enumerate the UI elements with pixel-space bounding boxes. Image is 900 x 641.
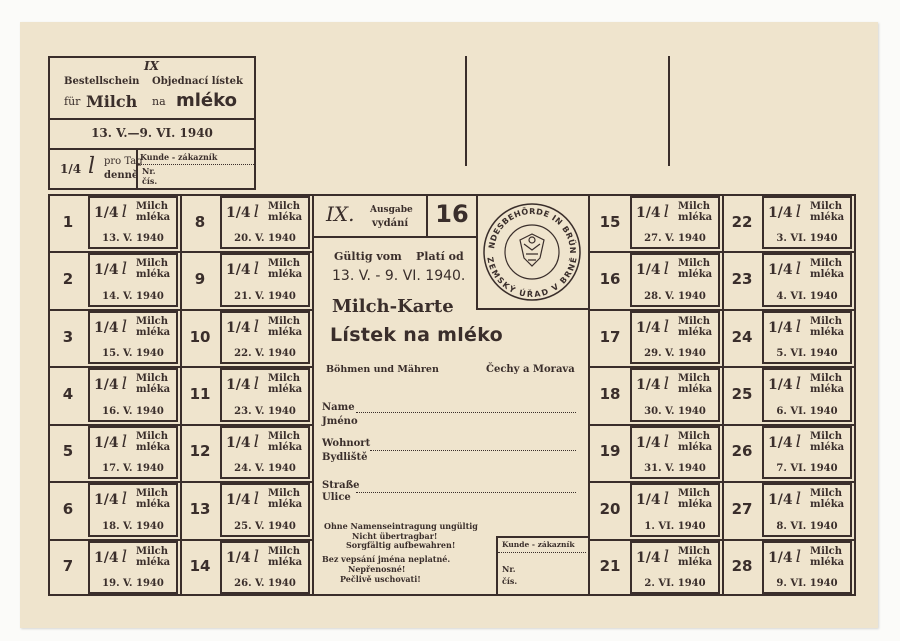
coupon-fraction: 1/4 [94, 319, 119, 336]
coupon-milch-label: Milch [268, 258, 301, 270]
coupon-date: 2. VI. 1940 [644, 578, 706, 589]
coupon-date: 16. V. 1940 [102, 405, 164, 417]
coupon-quantity [226, 489, 259, 509]
coupon-milch-label: Milch [678, 430, 711, 442]
order-slip-divider [48, 148, 256, 150]
coupon-milch-label: Milch [678, 373, 711, 385]
coupon-fraction: 1/4 [94, 492, 119, 509]
coupon-date: 3. VI. 1940 [776, 233, 838, 245]
svg-text:ZEMSKÝ ÚŘAD V BRNĚ [485, 256, 578, 299]
coupon-milch-label: Milch [678, 488, 711, 500]
coupon-column-divider [180, 194, 182, 596]
coupon-quantity [636, 317, 669, 337]
coupon-mleka-label: mléka [678, 499, 713, 511]
order-slip-number: IX [144, 59, 159, 73]
coupon-quantity [226, 374, 259, 394]
coupon-number: 15 [599, 212, 621, 231]
valid-from-de: Gültig vom [334, 250, 402, 263]
coupon-milch-label: Milch [136, 315, 169, 327]
coupon-fraction: 1/4 [636, 377, 661, 394]
coupon-unit: l [121, 374, 128, 395]
coupon-mleka-label: mléka [136, 384, 171, 396]
fold-line [668, 56, 670, 166]
coupon-number: 12 [189, 442, 211, 461]
coupon-mleka-label: mléka [678, 441, 713, 453]
coupon-quantity [94, 374, 127, 394]
coupon-date: 6. VI. 1940 [776, 405, 838, 417]
coupon-fraction: 1/4 [94, 205, 119, 221]
coupon-fraction: 1/4 [768, 492, 793, 509]
coupon-fraction: 1/4 [636, 434, 661, 451]
customer-cis: čís. [502, 576, 518, 586]
coupon-quantity [94, 547, 127, 567]
coupon-fraction: 1/4 [94, 549, 119, 566]
coupon-date: 9. VI. 1940 [776, 578, 838, 589]
coupon-milch-label: Milch [810, 545, 843, 557]
coupon-unit: l [795, 316, 802, 337]
coupon-number: 28 [731, 557, 753, 576]
coupon-fraction: 1/4 [226, 492, 251, 509]
coupon-quantity [94, 202, 127, 222]
coupon-quantity [226, 547, 259, 567]
coupon-date: 27. V. 1940 [644, 233, 706, 245]
coupon-unit: l [121, 489, 128, 510]
official-stamp [480, 200, 584, 304]
coupon-mleka-label: mléka [810, 441, 845, 453]
coupon-quantity [636, 489, 669, 509]
coupon-date: 5. VI. 1940 [776, 348, 838, 360]
coupon-quantity [768, 547, 801, 567]
coupon-fraction: 1/4 [226, 262, 251, 279]
coupon-number: 18 [599, 385, 621, 403]
coupon-quantity [636, 432, 669, 452]
coupon-mleka-label: mléka [810, 269, 845, 281]
coupon-fraction: 1/4 [94, 377, 119, 394]
coupon-date: 22. V. 1940 [234, 348, 296, 360]
coupon-mleka-label: mléka [136, 441, 171, 453]
coupon-unit: l [121, 431, 128, 452]
coupon-mleka-label: mléka [678, 269, 713, 281]
order-slip-fur: für [64, 95, 81, 108]
milk-ration-card [20, 22, 878, 628]
coupon-mleka-label: mléka [268, 441, 303, 453]
center-header-rule [476, 308, 588, 310]
coupon-quantity [226, 202, 259, 222]
coupon-quantity [768, 374, 801, 394]
coupon-milch-label: Milch [810, 201, 843, 212]
issue-vydani: vydání [372, 218, 409, 229]
coupon-unit: l [663, 202, 670, 222]
coupon-number: 6 [62, 499, 74, 518]
coupon-number: 22 [731, 212, 753, 231]
coupon-unit: l [795, 431, 802, 452]
coupon-date: 1. VI. 1940 [644, 520, 706, 532]
coupon-unit: l [795, 489, 802, 510]
coupon-unit: l [253, 431, 260, 452]
coupon-unit: l [121, 316, 128, 337]
coupon-date: 23. V. 1940 [234, 405, 296, 417]
coupon-fraction: 1/4 [768, 262, 793, 279]
note-cs-2: Nepřenosné! [348, 564, 406, 574]
card-title-cs: Lístek na mléko [330, 324, 503, 346]
customer-box-border [496, 536, 498, 596]
valid-from-cs: Platí od [416, 250, 464, 263]
coupon-unit: l [795, 259, 802, 280]
coupon-number: 26 [731, 442, 753, 461]
coupon-fraction: 1/4 [94, 262, 119, 279]
coupon-number: 23 [731, 270, 753, 289]
customer-box-border [496, 536, 588, 538]
coupon-mleka-label: mléka [810, 212, 845, 223]
coupon-number: 17 [599, 327, 621, 346]
name-label-cs: Jméno [322, 416, 358, 427]
coupon-mleka-label: mléka [136, 269, 171, 281]
coupon-mleka-label: mléka [268, 384, 303, 396]
order-slip-na: na [152, 95, 166, 108]
coupon-quantity [636, 374, 669, 394]
coupon-milch-label: Milch [268, 545, 301, 557]
coupon-date: 21. V. 1940 [234, 290, 296, 302]
coupon-date: 13. V. 1940 [102, 233, 164, 245]
order-slip-label-cs: Objednací lístek [152, 76, 243, 87]
coupon-fraction: 1/4 [226, 205, 251, 221]
card-number: 16 [435, 200, 469, 228]
order-slip-quantity-fraction: 1/4 [60, 162, 82, 176]
coupon-milch-label: Milch [136, 545, 169, 557]
coupon-date: 28. V. 1940 [644, 290, 706, 302]
coupon-mleka-label: mléka [810, 499, 845, 511]
residence-label-de: Wohnort [322, 438, 371, 449]
coupon-fraction: 1/4 [636, 262, 661, 279]
valid-period: 13. V. - 9. VI. 1940. [332, 268, 466, 284]
coupon-milch-label: Milch [810, 488, 843, 500]
coupon-milch-label: Milch [268, 315, 301, 327]
coupon-mleka-label: mléka [810, 326, 845, 338]
coupon-unit: l [663, 431, 670, 452]
coupon-date: 25. V. 1940 [234, 520, 296, 532]
coupon-unit: l [253, 546, 260, 567]
coupon-mleka-label: mléka [678, 384, 713, 396]
coupon-unit: l [253, 489, 260, 510]
region-cs: Čechy a Morava [486, 364, 575, 375]
coupon-mleka-label: mléka [268, 326, 303, 338]
coupon-unit: l [253, 316, 260, 337]
coupon-mleka-label: mléka [678, 326, 713, 338]
note-de-2: Nicht übertragbar! [352, 531, 438, 541]
coupon-number: 27 [731, 499, 753, 518]
residence-label-cs: Bydliště [322, 452, 368, 463]
coupon-fraction: 1/4 [768, 434, 793, 451]
coupon-quantity [226, 432, 259, 452]
coupon-fraction: 1/4 [768, 377, 793, 394]
coupon-milch-label: Milch [268, 201, 301, 212]
order-slip-nr: Nr. [142, 166, 156, 176]
coupon-number: 20 [599, 499, 621, 518]
coupon-mleka-label: mléka [268, 212, 303, 223]
coupon-quantity [226, 317, 259, 337]
order-slip-customer-label: Kunde - zákazník [140, 152, 218, 162]
coupon-unit: l [663, 374, 670, 395]
coupon-number: 21 [599, 557, 621, 576]
coupon-date: 20. V. 1940 [234, 233, 296, 245]
note-de-3: Sorgfältig aufbewahren! [346, 540, 456, 550]
coupon-unit: l [121, 259, 128, 280]
coupon-unit: l [663, 259, 670, 280]
order-slip-label-de: Bestellschein [64, 76, 140, 87]
street-field[interactable] [356, 492, 576, 493]
coupon-date: 8. VI. 1940 [776, 520, 838, 532]
coupon-fraction: 1/4 [768, 205, 793, 221]
coupon-number: 2 [62, 270, 74, 289]
note-cs-3: Pečlivě uschovati! [340, 574, 421, 584]
coupon-number: 16 [599, 270, 621, 289]
coupon-quantity [768, 432, 801, 452]
coupon-date: 31. V. 1940 [644, 463, 706, 475]
coupon-fraction: 1/4 [94, 434, 119, 451]
order-slip-denne: denně [104, 170, 139, 181]
order-slip-cis: čís. [142, 176, 158, 186]
coupon-date: 26. V. 1940 [234, 578, 296, 589]
street-label-de: Straße [322, 480, 360, 491]
coupon-column-divider [722, 194, 724, 596]
coupon-mleka-label: mléka [136, 499, 171, 511]
name-label-de: Name [322, 402, 355, 413]
coupon-unit: l [253, 259, 260, 280]
coupon-unit: l [795, 374, 802, 395]
eagle-emblem-icon [520, 234, 544, 266]
order-slip-mleko: mléko [176, 90, 237, 111]
coupon-number: 1 [62, 212, 74, 231]
coupon-quantity [768, 489, 801, 509]
coupon-quantity [768, 259, 801, 279]
coupon-number: 11 [189, 385, 211, 403]
coupon-unit: l [121, 546, 128, 567]
order-slip-divider [48, 118, 256, 120]
order-slip-quantity-unit: l [88, 154, 96, 179]
coupon-date: 29. V. 1940 [644, 348, 706, 360]
order-slip-milch: Milch [86, 92, 138, 111]
coupon-quantity [636, 259, 669, 279]
coupon-number: 3 [62, 327, 74, 346]
fold-line [465, 56, 467, 166]
coupon-milch-label: Milch [678, 545, 711, 557]
coupon-unit: l [121, 202, 128, 222]
coupon-fraction: 1/4 [636, 549, 661, 566]
coupon-mleka-label: mléka [268, 269, 303, 281]
coupon-number: 9 [194, 270, 206, 289]
coupon-mleka-label: mléka [810, 384, 845, 396]
coupon-date: 15. V. 1940 [102, 348, 164, 360]
coupon-milch-label: Milch [810, 315, 843, 327]
coupon-fraction: 1/4 [226, 434, 251, 451]
coupon-quantity [768, 317, 801, 337]
coupon-unit: l [663, 489, 670, 510]
coupon-number: 4 [62, 385, 74, 403]
coupon-unit: l [795, 202, 802, 222]
coupon-fraction: 1/4 [636, 205, 661, 221]
street-label-cs: Ulice [322, 492, 351, 503]
stamp-top-text: NDESBEHÖRDE IN BRÜN [487, 206, 578, 255]
coupon-mleka-label: mléka [136, 556, 171, 568]
coupon-date: 24. V. 1940 [234, 463, 296, 475]
coupon-date: 19. V. 1940 [102, 578, 164, 589]
name-field[interactable] [356, 412, 576, 413]
coupon-milch-label: Milch [136, 488, 169, 500]
coupon-milch-label: Milch [136, 373, 169, 385]
coupon-milch-label: Milch [810, 258, 843, 270]
coupon-unit: l [663, 316, 670, 337]
coupon-fraction: 1/4 [226, 319, 251, 336]
coupon-mleka-label: mléka [678, 212, 713, 223]
coupon-number: 5 [62, 442, 74, 461]
coupon-date: 18. V. 1940 [102, 520, 164, 532]
order-slip-pro-tag: pro Tag [104, 156, 143, 167]
coupon-milch-label: Milch [678, 258, 711, 270]
coupon-mleka-label: mléka [136, 326, 171, 338]
coupon-date: 30. V. 1940 [644, 405, 706, 417]
center-header-rule [314, 236, 476, 238]
coupon-date: 17. V. 1940 [102, 463, 164, 475]
coupon-number: 10 [189, 327, 211, 346]
coupon-fraction: 1/4 [768, 549, 793, 566]
coupon-mleka-label: mléka [810, 556, 845, 568]
coupon-number: 13 [189, 499, 211, 518]
coupon-mleka-label: mléka [268, 556, 303, 568]
coupon-unit: l [663, 546, 670, 567]
residence-field[interactable] [370, 450, 576, 451]
coupon-milch-label: Milch [268, 488, 301, 500]
customer-rule [498, 552, 586, 553]
coupon-number: 7 [62, 557, 74, 576]
issue-number: IX. [326, 202, 355, 226]
coupon-number: 14 [189, 557, 211, 576]
coupon-mleka-label: mléka [136, 212, 171, 223]
coupon-quantity [94, 259, 127, 279]
coupon-quantity [226, 259, 259, 279]
coupon-milch-label: Milch [136, 430, 169, 442]
coupon-milch-label: Milch [268, 430, 301, 442]
coupon-number: 24 [731, 327, 753, 346]
customer-label: Kunde - zákazník [502, 540, 575, 549]
coupon-date: 4. VI. 1940 [776, 290, 838, 302]
coupon-fraction: 1/4 [636, 492, 661, 509]
stamp-bottom-text: ZEMSKÝ ÚŘAD V BRNĚ [485, 256, 579, 300]
customer-nr: Nr. [502, 564, 516, 574]
center-left-border [312, 194, 314, 596]
coupon-milch-label: Milch [268, 373, 301, 385]
coupon-unit: l [253, 374, 260, 395]
note-cs-1: Bez vepsání jména neplatné. [322, 554, 451, 564]
coupon-fraction: 1/4 [226, 549, 251, 566]
coupon-fraction: 1/4 [768, 319, 793, 336]
coupon-quantity [768, 202, 801, 222]
coupon-milch-label: Milch [810, 430, 843, 442]
coupon-quantity [94, 489, 127, 509]
coupon-date: 14. V. 1940 [102, 290, 164, 302]
coupon-fraction: 1/4 [226, 377, 251, 394]
coupon-quantity [94, 432, 127, 452]
coupon-quantity [94, 317, 127, 337]
coupon-number: 19 [599, 442, 621, 461]
center-header-divider [476, 196, 478, 308]
coupon-milch-label: Milch [136, 201, 169, 212]
order-slip-customer-rule [138, 164, 254, 165]
coupon-fraction: 1/4 [636, 319, 661, 336]
coupon-unit: l [253, 202, 260, 222]
coupon-milch-label: Milch [678, 315, 711, 327]
order-slip-divider [136, 148, 138, 190]
issue-ausgabe: Ausgabe [370, 205, 413, 215]
card-title-de: Milch-Karte [332, 296, 454, 317]
coupon-mleka-label: mléka [268, 499, 303, 511]
coupon-milch-label: Milch [678, 201, 711, 212]
coupon-number: 25 [731, 385, 753, 403]
coupon-date: 7. VI. 1940 [776, 463, 838, 475]
coupon-number: 8 [194, 212, 206, 231]
coupon-quantity [636, 547, 669, 567]
coupon-quantity [636, 202, 669, 222]
coupon-unit: l [795, 546, 802, 567]
note-de-1: Ohne Namenseintragung ungültig [324, 521, 478, 531]
coupon-mleka-label: mléka [678, 556, 713, 568]
coupon-milch-label: Milch [810, 373, 843, 385]
order-slip-period: 13. V.—9. VI. 1940 [91, 126, 213, 140]
svg-text:LANDESBEHÖRDE IN BRÜNN [480, 200, 578, 254]
coupon-milch-label: Milch [136, 258, 169, 270]
region-de: Böhmen und Mähren [326, 364, 439, 375]
